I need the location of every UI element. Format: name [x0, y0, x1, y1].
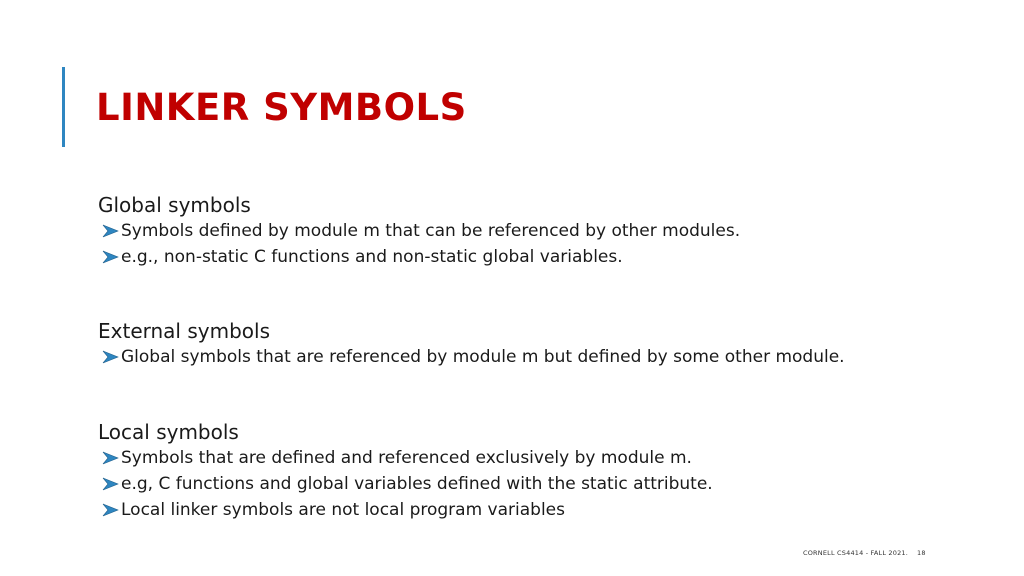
bullet-item [102, 471, 713, 497]
bullet-item [102, 218, 740, 244]
footer-page-number: 18 [917, 549, 926, 557]
arrow-bullet-icon [102, 350, 119, 364]
arrow-bullet-icon [102, 224, 119, 238]
arrow-bullet-icon [102, 451, 119, 465]
arrow-bullet-icon [102, 250, 119, 264]
bullet-text: e.g, C functions and global variables defined with the static attribute. [121, 474, 713, 494]
section-global-symbols [98, 192, 740, 270]
bullet-text: Local linker symbols are not local program variables [121, 500, 565, 520]
section-local-symbols [98, 419, 713, 523]
bullet-item [102, 445, 713, 471]
slide-title: LINKER SYMBOLS [96, 86, 467, 129]
bullet-list [98, 218, 740, 270]
footer-course-label: CORNELL CS4414 - FALL 2021. [803, 549, 909, 557]
arrow-bullet-icon [102, 477, 119, 491]
bullet-item [102, 497, 713, 523]
title-accent-bar [62, 67, 65, 147]
bullet-text: Symbols defined by module m that can be referenced by other modules. [121, 221, 741, 241]
bullet-list [98, 344, 845, 370]
bullet-list [98, 445, 713, 523]
bullet-item [102, 244, 740, 270]
bullet-text: Symbols that are defined and referenced exclusively by module m. [121, 448, 692, 468]
bullet-item [102, 344, 845, 370]
section-heading: Global symbols [98, 193, 251, 217]
section-heading: Local symbols [98, 420, 239, 444]
arrow-bullet-icon [102, 503, 119, 517]
bullet-text: e.g., non-static C functions and non-static global variables. [121, 247, 623, 267]
section-heading: External symbols [98, 319, 270, 343]
section-external-symbols [98, 318, 845, 370]
bullet-text: Global symbols that are referenced by module m but defined by some other module. [121, 347, 845, 367]
